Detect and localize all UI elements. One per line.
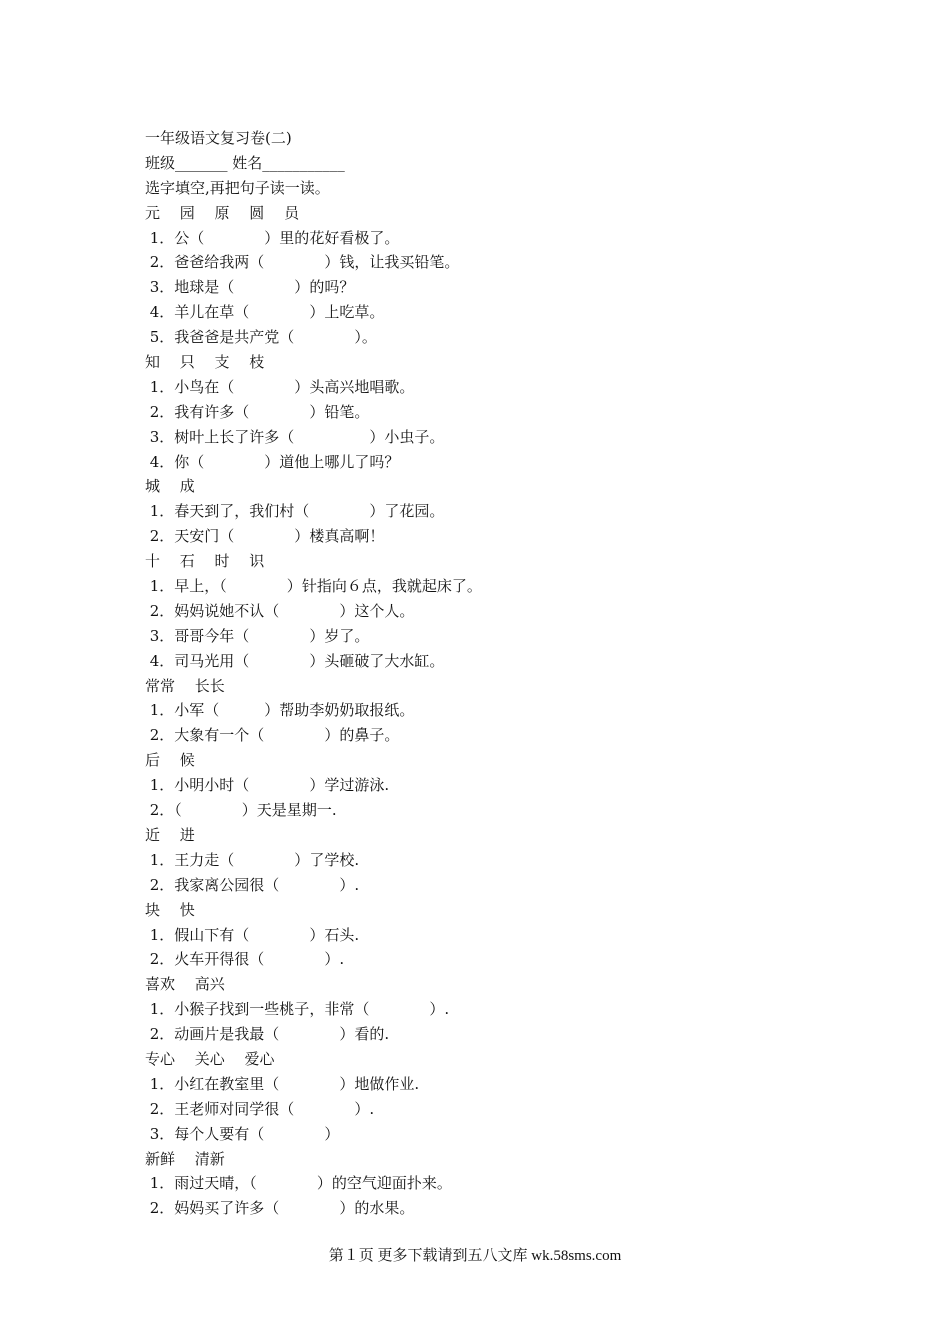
fill-in-question: 4．司马光用（ ）头砸破了大水缸。 — [145, 651, 445, 670]
fill-in-question: 2．大象有一个（ ）的鼻子。 — [145, 726, 400, 745]
fill-in-question: 2．（ ）天是星期一. — [145, 801, 337, 820]
fill-in-question: 1．早上，（ ）针指向６点，我就起床了。 — [145, 577, 482, 596]
char-options: 知 只 支 枝 — [145, 353, 265, 372]
char-options: 城 成 — [145, 477, 195, 496]
fill-in-question: 1．雨过天晴，（ ）的空气迎面扑来。 — [145, 1174, 452, 1193]
fill-in-question: 1．王力走（ ）了学校. — [145, 850, 360, 869]
page-footer: 第１页 更多下载请到五八文库 wk.58sms.com — [328, 1248, 622, 1264]
fill-in-question: 1．小明小时（ ）学过游泳. — [145, 776, 390, 795]
fill-in-question: 2．我有许多（ ）铅笔。 — [145, 402, 370, 421]
fill-in-question: 1．公（ ）里的花好看极了。 — [145, 228, 400, 247]
fill-in-question: 2．爸爸给我两（ ）钱，让我买铅笔。 — [145, 253, 460, 272]
fill-in-question: 2．我家离公园很（ ）. — [145, 875, 360, 894]
fill-in-question: 2．天安门（ ）楼真高啊！ — [145, 527, 385, 546]
char-options: 常常 长长 — [145, 676, 225, 695]
fill-in-question: 4．你（ ）道他上哪儿了吗？ — [145, 452, 400, 471]
worksheet-title: 一年级语文复习卷(二) — [145, 129, 292, 147]
instruction: 选字填空,再把句子读一读。 — [145, 178, 330, 197]
fill-in-question: 2．妈妈买了许多（ ）的水果。 — [145, 1199, 415, 1218]
fill-in-question: 3．每个人要有（ ） — [145, 1124, 340, 1143]
fill-in-question: 1．小红在教室里（ ）地做作业. — [145, 1074, 420, 1093]
fill-in-question: 1．小军（ ）帮助李奶奶取报纸。 — [145, 701, 415, 720]
char-options: 元 园 原 圆 员 — [145, 203, 300, 222]
char-options: 专心 关心 爱心 — [145, 1049, 275, 1068]
fill-in-question: 1．假山下有（ ）石头. — [145, 925, 360, 944]
char-options: 十 石 时 识 — [145, 552, 265, 571]
char-options: 喜欢 高兴 — [145, 975, 225, 994]
fill-in-question: 1．小猴子找到一些桃子，非常（ ）. — [145, 1000, 450, 1019]
fill-in-question: 2．妈妈说她不认（ ）这个人。 — [145, 601, 415, 620]
fill-in-question: 3．哥哥今年（ ）岁了。 — [145, 626, 370, 645]
fill-in-question: 3．树叶上长了许多（ ）小虫子。 — [145, 427, 445, 446]
fill-in-question: 4．羊儿在草（ ）上吃草。 — [145, 303, 385, 322]
class-name-line: 班级_______ 姓名___________ — [145, 153, 345, 172]
fill-in-question: 5．我爸爸是共产党（ ）。 — [145, 328, 377, 347]
char-options: 块 快 — [145, 900, 195, 919]
exercise-groups — [145, 201, 845, 1222]
fill-in-question: 2．王老师对同学很（ ）. — [145, 1099, 375, 1118]
char-options: 后 候 — [145, 751, 195, 770]
fill-in-question: 1．小鸟在（ ）头高兴地唱歌。 — [145, 377, 415, 396]
fill-in-question: 2．动画片是我最（ ）看的. — [145, 1025, 390, 1044]
fill-in-question: 1．春天到了，我们村（ ）了花园。 — [145, 502, 445, 521]
char-options: 近 进 — [145, 825, 195, 844]
fill-in-question: 3．地球是（ ）的吗？ — [145, 278, 355, 297]
char-options: 新鲜 清新 — [145, 1149, 225, 1168]
fill-in-question: 2．火车开得很（ ）. — [145, 950, 345, 969]
worksheet-body — [145, 126, 845, 1221]
